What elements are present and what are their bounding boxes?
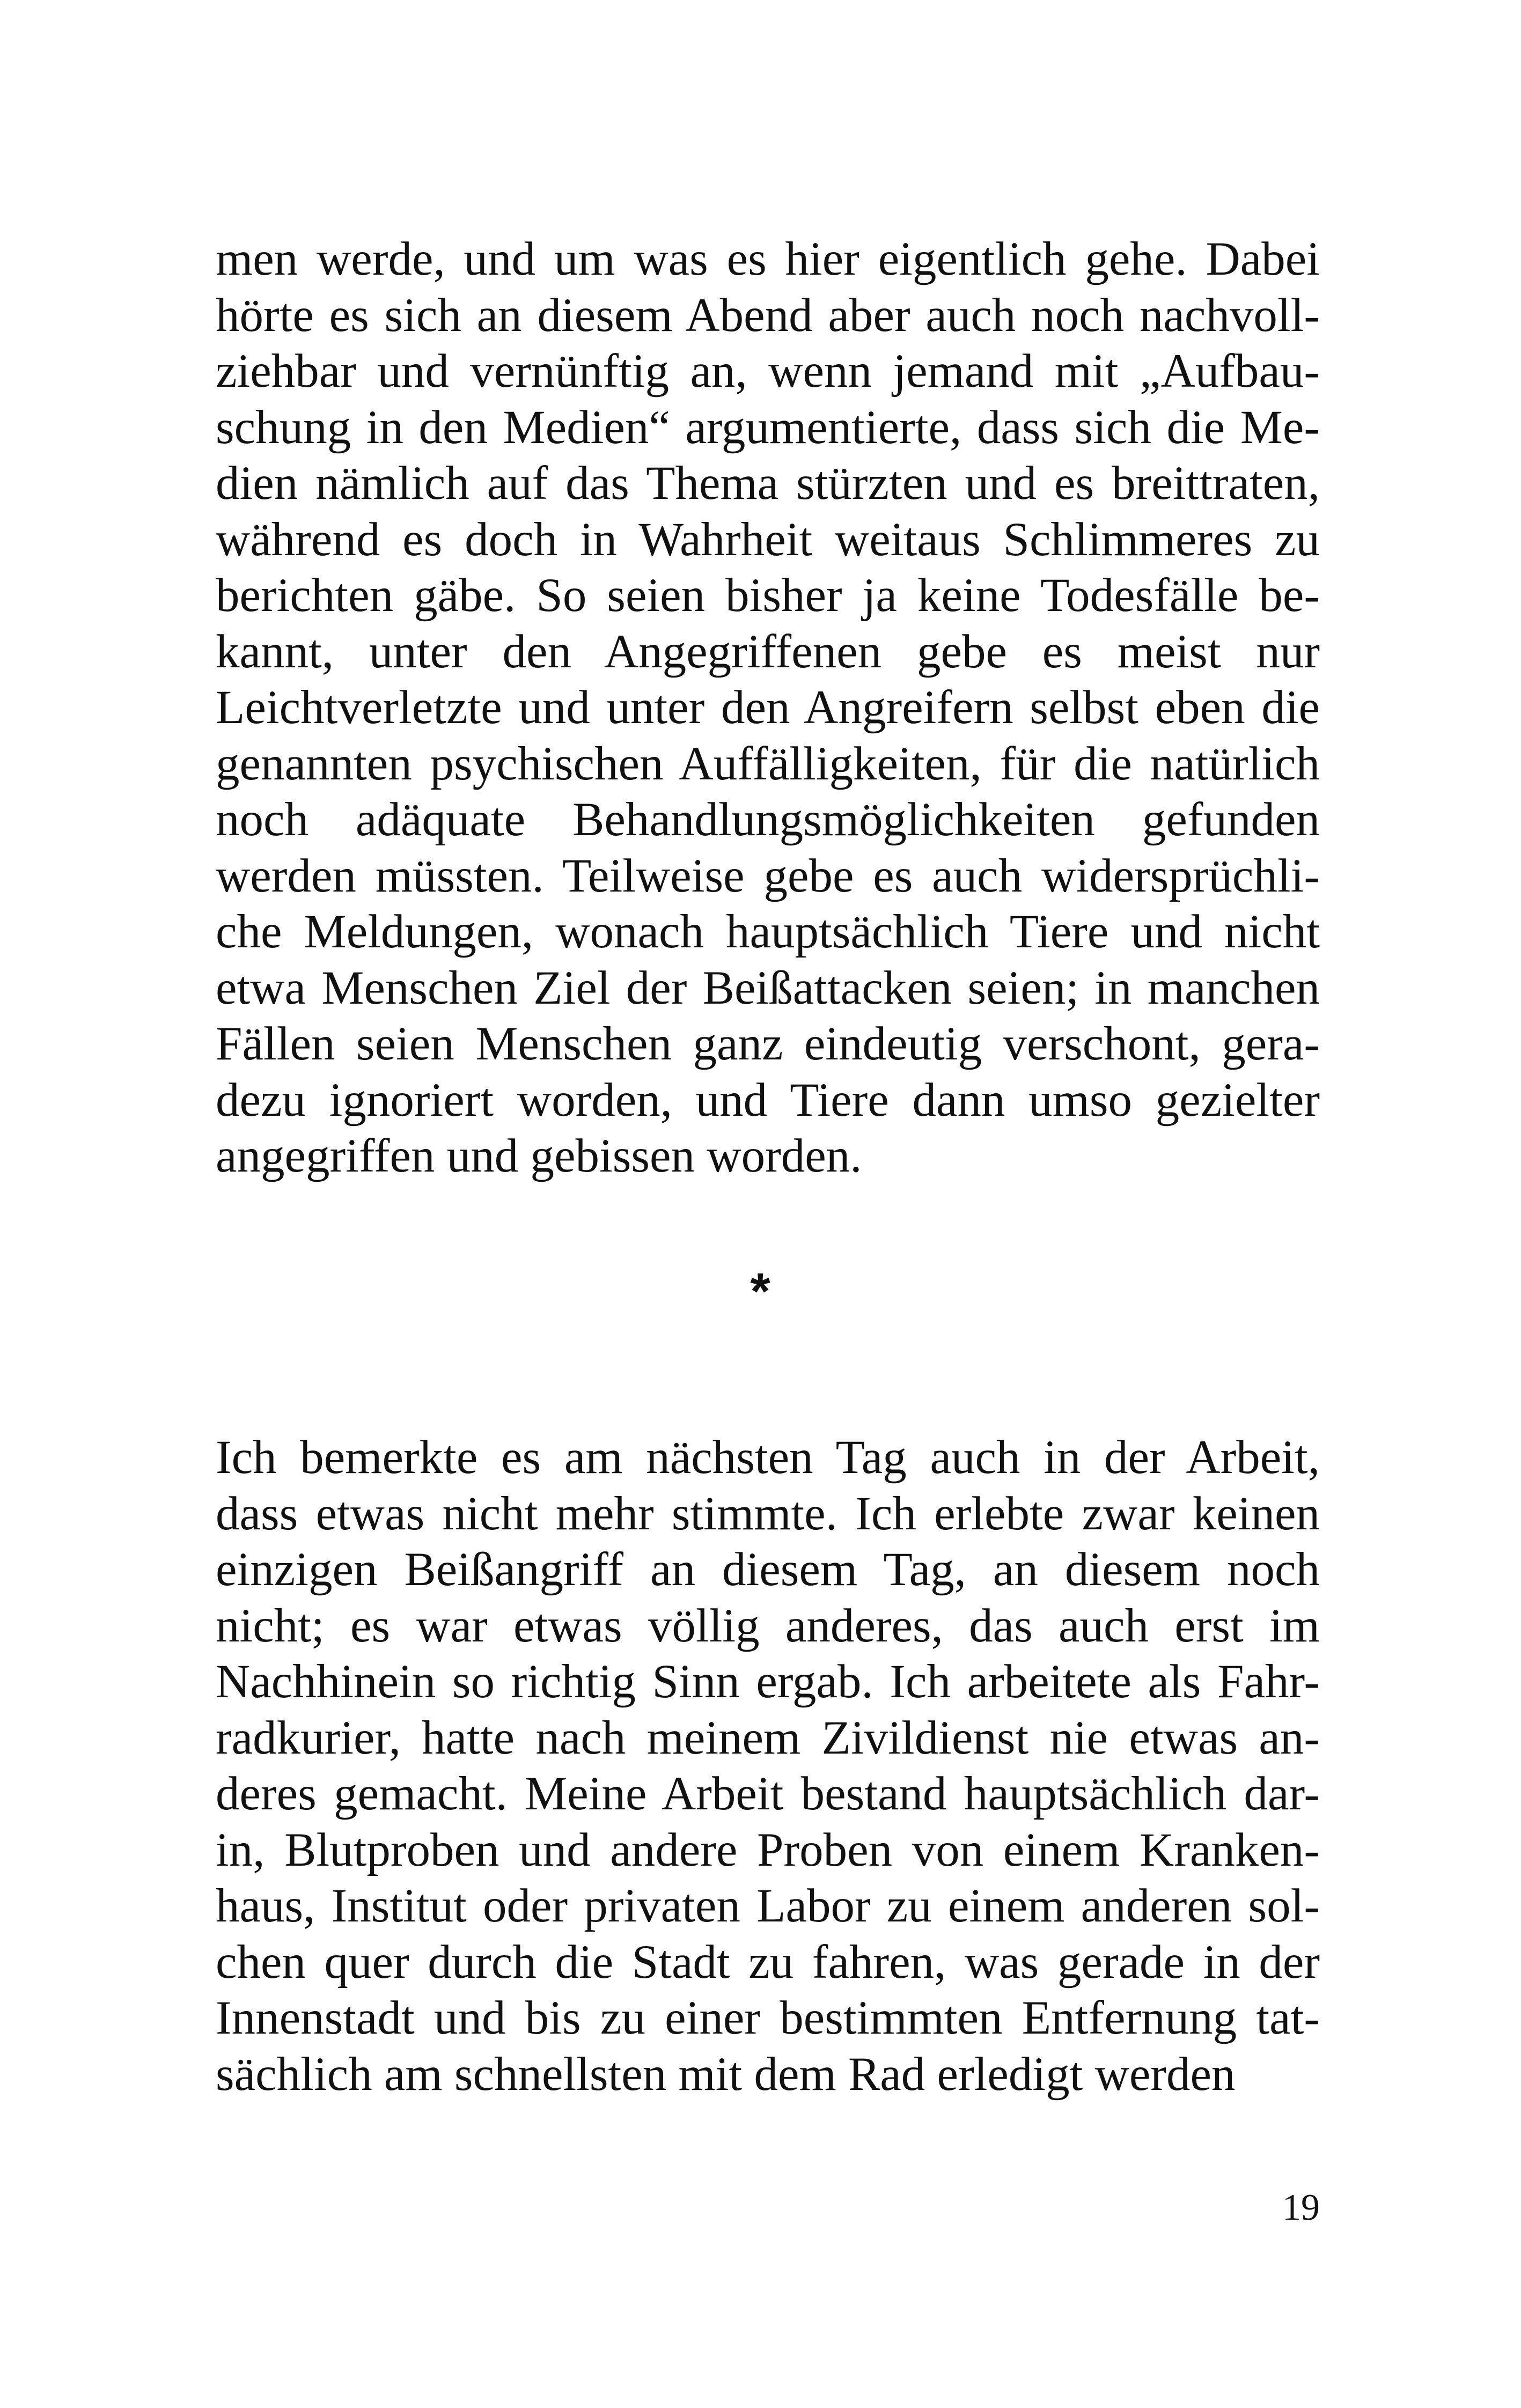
text-line: in, Blutproben und andere Proben von einem Kranken- bbox=[216, 1823, 1320, 1876]
text-line: deres gemacht. Meine Arbeit bestand hauptsächlich dar- bbox=[216, 1768, 1320, 1820]
paragraph-2 bbox=[216, 1430, 1320, 2102]
text-line: dezu ignoriert worden, und Tiere dann umso gezielter bbox=[216, 1073, 1320, 1126]
text-line: etwa Menschen Ziel der Beißattacken seien; in manchen bbox=[216, 961, 1320, 1014]
text-line: nicht; es war etwas völlig anderes, das auch erst im bbox=[216, 1599, 1320, 1652]
page-number: 19 bbox=[1282, 2187, 1320, 2228]
text-line: sächlich am schnellsten mit dem Rad erledigt werden bbox=[216, 2048, 1236, 2101]
text-line: schung in den Medien“ argumentierte, dass sich die Me- bbox=[216, 401, 1320, 454]
text-line: einzigen Beißangriff an diesem Tag, an diesem noch bbox=[216, 1543, 1320, 1596]
text-line: kannt, unter den Angegriffenen gebe es meist nur bbox=[216, 625, 1320, 678]
text-line: haus, Institut oder privaten Labor zu einem anderen sol- bbox=[216, 1880, 1320, 1932]
text-line: ziehbar und vernünftig an, wenn jemand mit „Aufbau- bbox=[216, 345, 1320, 397]
text-line: dass etwas nicht mehr stimmte. Ich erlebte zwar keinen bbox=[216, 1487, 1320, 1540]
text-line: che Meldungen, wonach hauptsächlich Tiere und nicht bbox=[216, 905, 1320, 958]
text-line: Ich bemerkte es am nächsten Tag auch in der Arbeit, bbox=[216, 1431, 1320, 1484]
text-line: Leichtverletzte und unter den Angreifern selbst eben die bbox=[216, 681, 1320, 734]
text-line: während es doch in Wahrheit weitaus Schlimmeres zu bbox=[216, 513, 1320, 566]
section-separator: * bbox=[750, 1263, 770, 1320]
text-line: men werde, und um was es hier eigentlich gehe. Dabei bbox=[216, 233, 1320, 285]
text-line: werden müssten. Teilweise gebe es auch widersprüchli- bbox=[216, 849, 1320, 902]
text-line: angegriffen und gebissen worden. bbox=[216, 1130, 862, 1182]
text-line: Fällen seien Menschen ganz eindeutig verschont, gera- bbox=[216, 1018, 1320, 1070]
text-line: dien nämlich auf das Thema stürzten und es breittraten, bbox=[216, 457, 1320, 510]
text-line: berichten gäbe. So seien bisher ja keine Todesfälle be- bbox=[216, 569, 1320, 622]
text-line: genannten psychischen Auffälligkeiten, für die natürlich bbox=[216, 737, 1320, 790]
text-line: chen quer durch die Stadt zu fahren, was gerade in der bbox=[216, 1935, 1320, 1989]
text-line: hörte es sich an diesem Abend aber auch noch nachvoll- bbox=[216, 289, 1320, 342]
paragraph-1 bbox=[216, 231, 1320, 1184]
text-line: Nachhinein so richtig Sinn ergab. Ich arbeitete als Fahr- bbox=[216, 1655, 1320, 1708]
text-line: noch adäquate Behandlungsmöglichkeiten gefunden bbox=[216, 793, 1320, 846]
text-line: radkurier, hatte nach meinem Zivildienst nie etwas an- bbox=[216, 1711, 1320, 1764]
text-line: Innenstadt und bis zu einer bestimmten Entfernung tat- bbox=[216, 1992, 1320, 2044]
